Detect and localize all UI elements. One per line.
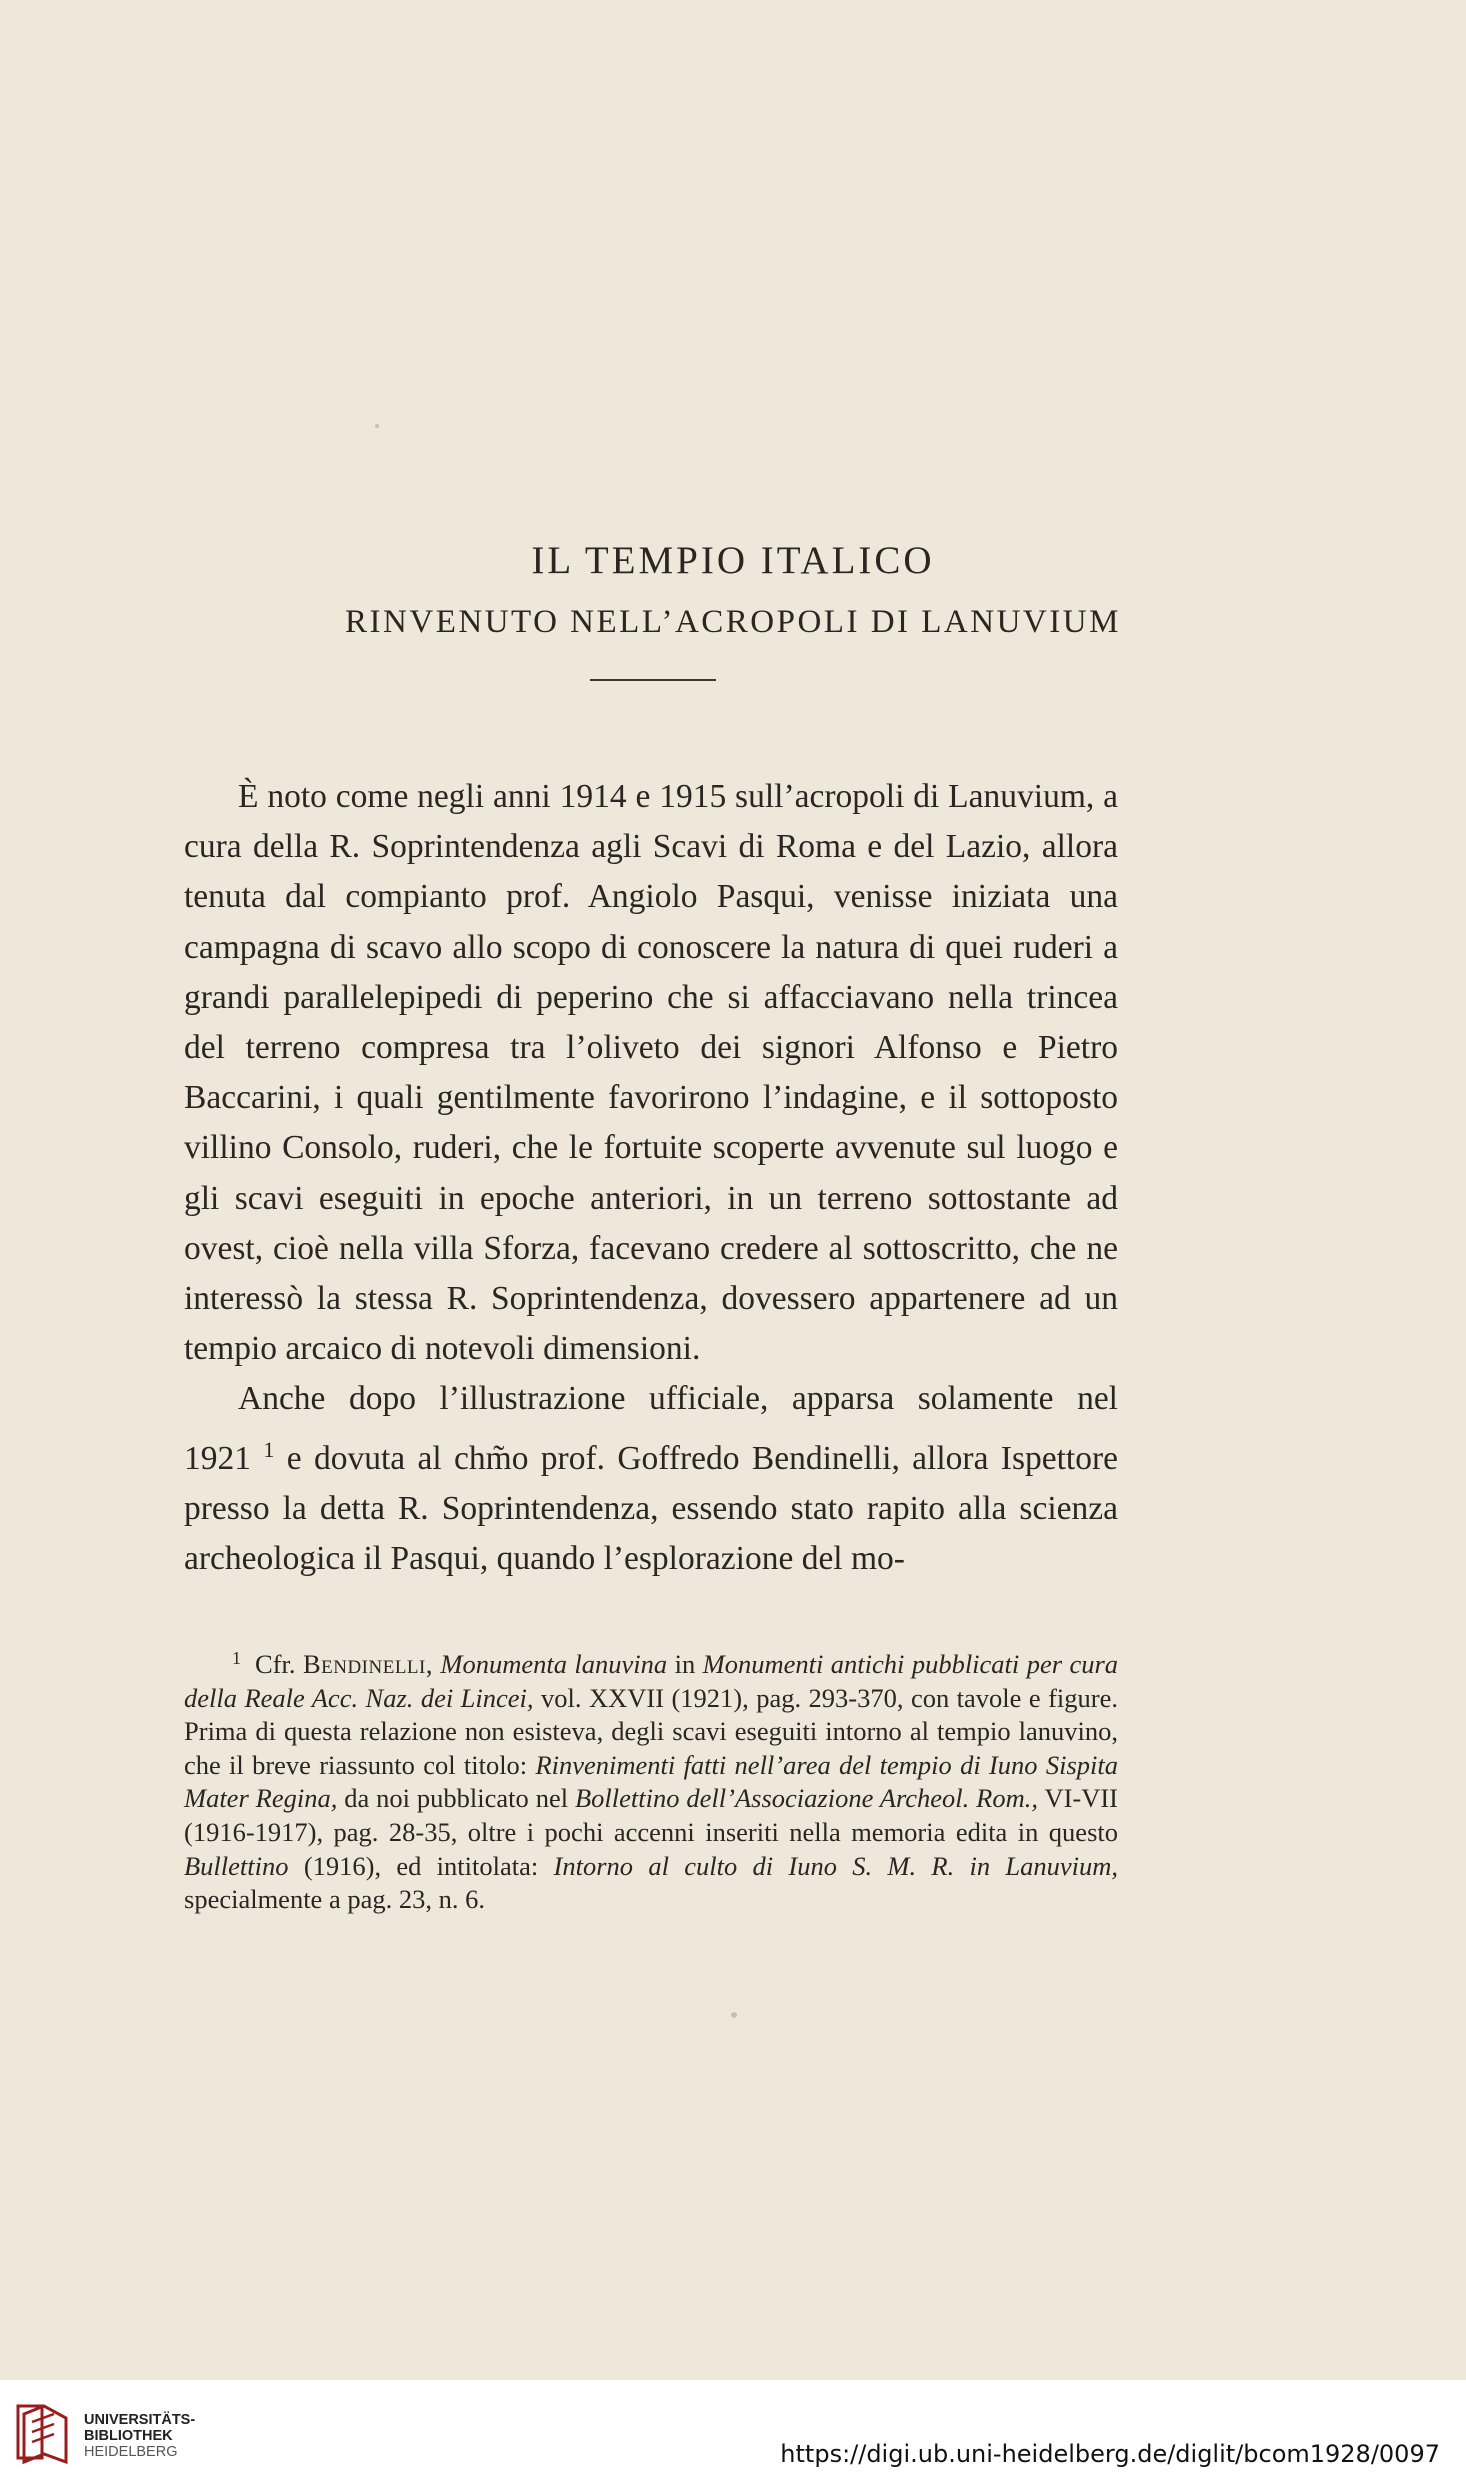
paper-speck <box>375 424 379 428</box>
footnote-text: da noi pubblicato nel <box>344 1783 569 1814</box>
footnote-journal: Bullettino <box>184 1850 289 1881</box>
university-library-logo-icon <box>14 2400 76 2468</box>
footnote-text: VI-VII (1916-1917), pag. 28-35, oltre i pochi accenni inseriti nella memoria edita in questo <box>184 1783 1119 1847</box>
footnote-1 <box>184 1642 1118 1917</box>
permalink-url[interactable]: https://digi.ub.uni-heidelberg.de/diglit/bcom1928/0097 <box>780 2440 1440 2468</box>
footnote-number: 1 <box>232 1648 241 1668</box>
paper-speck <box>731 2012 737 2018</box>
footer-bar <box>0 2380 1466 2488</box>
footnote-reference[interactable]: 1 <box>263 1436 275 1462</box>
library-name-line-3: HEIDELBERG <box>84 2444 178 2460</box>
library-name <box>84 2412 195 2460</box>
paragraph-2-end: e dovuta al chm̃o prof. Goffredo Bendinelli, allora Ispettore presso la detta R. Soprintendenza, essendo stato rapito alla scienza archeologica il Pasqui, quando l’esplorazione del mo- <box>184 1439 1118 1578</box>
footnote-text: Cfr. <box>255 1649 296 1679</box>
paragraph-1: È noto come negli anni 1914 e 1915 sull’acropoli di Lanuvium, a cura della R. Soprintendenza agli Scavi di Roma e del Lazio, allora tenuta dal compianto prof. Angiolo Pasqui, venisse iniziata una campagna di scavo allo scopo di conoscere la natura di quei ruderi a grandi parallelepipedi di peperino che si affacciavano nella trincea del terreno compresa tra l’oliveto dei signori Alfonso e Pietro Baccarini, i quali gentilmente favorirono l’indagine, e il sottoposto villino Consolo, ruderi, che le fortuite scoperte avvenute sul luogo e gli scavi eseguiti in epoche anteriori, in un terreno sottostante ad ovest, cioè nella villa Sforza, facevano credere al sottoscritto, che ne interessò la stessa R. Soprintendenza, dovessero appartenere ad un tempio arcaico di notevoli dimensioni. <box>184 778 1118 1368</box>
body-text <box>184 772 1118 1584</box>
paragraph-2-start: Anche dopo l’illustrazione ufficiale, apparsa solamente nel 1921 <box>184 1380 1118 1477</box>
title-divider <box>590 679 716 681</box>
article-title: IL TEMPIO ITALICO <box>531 539 935 582</box>
footnote-journal: Monumenti antichi pubblicati per cura della Reale Acc. Naz. dei Lincei, <box>184 1649 1119 1713</box>
library-name-line-1: UNIVERSITÄTS- <box>84 2412 196 2428</box>
footnote-author: Bendinelli, <box>302 1649 433 1679</box>
footnote-text: vol. XXVII (1921), pag. 293-370, con tavole e figure. Prima di questa relazione non esisteva, degli scavi eseguiti intorno al tempio lanuvino, che il breve riassunto col titolo: <box>184 1682 1118 1780</box>
footnote-text: (1916), ed intitolata: <box>303 1850 539 1881</box>
article-subtitle: RINVENUTO NELL’ACROPOLI DI LANUVIUM <box>345 604 1121 640</box>
footnote-text: in <box>674 1649 696 1679</box>
paragraph-2 <box>184 1374 1118 1584</box>
footnotes <box>184 1642 1118 1917</box>
footnote-journal: Bollettino dell’Associazione Archeol. Rom., <box>574 1783 1039 1814</box>
footnote-work-title: Intorno al culto di Iuno S. M. R. in Lanuvium, <box>553 1850 1119 1881</box>
footnote-text: specialmente a pag. 23, n. 6. <box>184 1884 485 1915</box>
library-name-line-2: BIBLIOTHEK <box>84 2428 173 2444</box>
footnote-work-title: Rinvenimenti fatti nell’area del tempio di Iuno Sispita Mater Regina, <box>184 1749 1118 1814</box>
footnote-work-title: Monumenta lanuvina <box>440 1649 668 1679</box>
